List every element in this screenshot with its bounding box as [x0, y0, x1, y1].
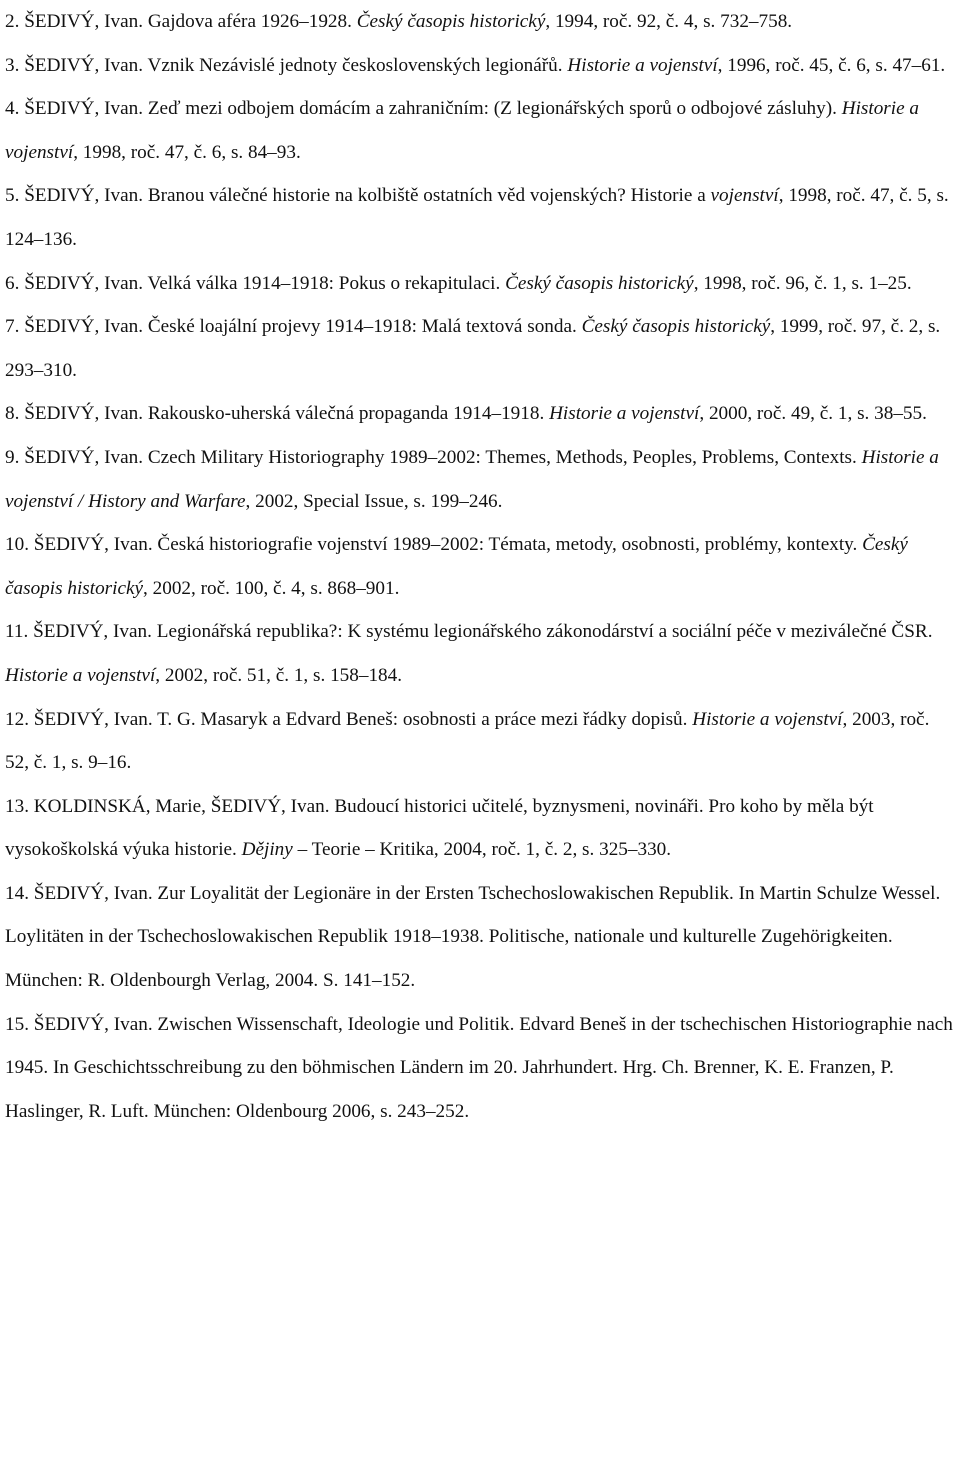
entry-source: Historie a vojenství: [549, 403, 700, 425]
entry-author: ŠEDIVÝ, Ivan.: [33, 621, 152, 643]
entry-details: , 1996, roč. 45, č. 6, s. 47–61.: [717, 54, 946, 76]
entry-source: Český časopis historický: [505, 272, 694, 294]
entry-details: , 1994, roč. 92, č. 4, s. 732–758.: [545, 11, 793, 32]
entry-author: ŠEDIVÝ, Ivan.: [24, 185, 144, 207]
entry-author: ŠEDIVÝ, Ivan.: [33, 708, 153, 730]
entry-source: Historie a vojenství: [5, 664, 156, 686]
bibliography-entry-14: [5, 872, 955, 1003]
entry-title: Branou válečné historie na kolbiště ostatních věd vojenských? Historie a: [147, 185, 706, 207]
entry-details: , 2002, Special Issue, s. 199–246.: [245, 490, 503, 512]
entry-title: Velká válka 1914–1918: Pokus o rekapitulaci.: [147, 272, 501, 294]
entry-author: ŠEDIVÝ, Ivan.: [33, 1013, 153, 1035]
entry-source: Český časopis historický: [356, 11, 546, 32]
entry-source: Dějiny: [241, 839, 293, 861]
entry-author: ŠEDIVÝ, Ivan.: [24, 54, 144, 76]
entry-source: Historie a vojenství: [5, 98, 920, 163]
entry-number: 2.: [5, 11, 20, 32]
entry-number: 10.: [5, 534, 29, 556]
entry-author: ŠEDIVÝ, Ivan.: [24, 403, 144, 425]
entry-title: České loajální projevy 1914–1918: Malá textová sonda.: [147, 316, 577, 338]
entry-details: , 2002, roč. 51, č. 1, s. 158–184.: [155, 664, 403, 686]
entry-number: 6.: [5, 272, 20, 294]
entry-source: Historie a vojenství / History and Warfare: [5, 446, 939, 512]
entry-title: Gajdova aféra 1926–1928.: [147, 11, 352, 32]
entry-details: , 2003, roč. 52, č. 1, s. 9–16.: [5, 708, 930, 774]
entry-title: Zur Loyalität der Legionäre in der Ersten Tschechoslowakischen Republik. In Martin Schulze Wessel. Loylitäten in der Tschechoslowakischen Republik 1918–1938. Politische, nationale und kulturelle Zugehörigkeiten. München: R. Oldenbourgh Verlag, 2004. S. 141–152.: [5, 882, 941, 992]
entry-number: 5.: [5, 185, 20, 207]
entry-number: 11.: [5, 621, 29, 643]
entry-author: ŠEDIVÝ, Ivan.: [33, 534, 153, 556]
entry-title: Rakousko-uherská válečná propaganda 1914–1918.: [147, 403, 545, 425]
bibliography-entry-4: [5, 87, 955, 174]
entry-number: 13.: [5, 795, 29, 817]
entry-title: Zwischen Wissenschaft, Ideologie und Politik. Edvard Beneš in der tschechischen Historiographie nach 1945. In Geschichtsschreibung zu den böhmischen Ländern im 20. Jahrhundert. Hrg. Ch. Brenner, K. E. Franzen, P. Haslinger, R. Luft. München: Oldenbourg 2006, s. 243–252.: [5, 1013, 953, 1122]
entry-details: , 1999, roč. 97, č. 2, s. 293–310.: [5, 316, 941, 381]
bibliography-entry-13: [5, 785, 955, 872]
entry-number: 7.: [5, 316, 20, 338]
bibliography-entry-9: [5, 436, 955, 523]
entry-author: ŠEDIVÝ, Ivan.: [24, 446, 144, 468]
bibliography-entry-8: [5, 392, 955, 436]
entry-title: Zeď mezi odbojem domácím a zahraničním: (Z legionářských sporů o odbojové zásluhy).: [147, 98, 837, 120]
bibliography-entry-2: [5, 0, 955, 44]
entry-source: Historie a vojenství: [692, 708, 843, 730]
entry-author: ŠEDIVÝ, Ivan.: [24, 98, 144, 120]
bibliography-entry-15: [5, 1003, 955, 1134]
entry-number: 8.: [5, 403, 20, 425]
bibliography-entry-7: [5, 305, 955, 392]
entry-title: Legionářská republika?: K systému legionářského zákonodárství a sociální péče v meziválečné ČSR.: [156, 621, 933, 643]
entry-source: Historie a vojenství: [567, 54, 718, 76]
entry-title: Budoucí historici učitelé, byznysmeni, novináři. Pro koho by měla být vysokoškolská výuka historie.: [5, 795, 874, 861]
entry-source: Český časopis historický: [581, 316, 771, 338]
entry-details: , 1998, roč. 47, č. 6, s. 84–93.: [73, 141, 301, 163]
entry-details: , 2000, roč. 49, č. 1, s. 38–55.: [699, 403, 927, 425]
entry-number: 4.: [5, 98, 20, 120]
entry-details: , 1998, roč. 96, č. 1, s. 1–25.: [693, 272, 912, 294]
entry-title: Česká historiografie vojenství 1989–2002: Témata, metody, osobnosti, problémy, kontexty.: [157, 534, 858, 556]
entry-title: T. G. Masaryk a Edvard Beneš: osobnosti a práce mezi řádky dopisů.: [157, 708, 688, 730]
entry-source: Český časopis historický: [5, 534, 908, 599]
bibliography-entry-10: [5, 523, 955, 610]
entry-number: 12.: [5, 708, 29, 730]
bibliography-entry-6: [5, 262, 955, 306]
entry-number: 15.: [5, 1013, 29, 1035]
bibliography-entry-5: [5, 174, 955, 261]
entry-title: Vznik Nezávislé jednoty československých legionářů.: [147, 54, 563, 76]
entry-author: ŠEDIVÝ, Ivan.: [24, 11, 144, 32]
bibliography-entry-3: [5, 44, 955, 88]
entry-author: KOLDINSKÁ, Marie, ŠEDIVÝ, Ivan.: [33, 795, 330, 817]
entry-details: – Teorie – Kritika, 2004, roč. 1, č. 2, s. 325–330.: [292, 839, 672, 861]
entry-title: Czech Military Historiography 1989–2002: Themes, Methods, Peoples, Problems, Contexts.: [147, 446, 857, 468]
entry-details: , 2002, roč. 100, č. 4, s. 868–901.: [143, 577, 400, 599]
entry-number: 14.: [5, 882, 29, 904]
bibliography-list: [5, 0, 955, 1133]
entry-number: 3.: [5, 54, 20, 76]
entry-number: 9.: [5, 446, 20, 468]
entry-details: , 1998, roč. 47, č. 5, s. 124–136.: [5, 185, 949, 250]
entry-author: ŠEDIVÝ, Ivan.: [33, 882, 153, 904]
entry-source: vojenství: [710, 185, 779, 207]
bibliography-entry-12: [5, 698, 955, 785]
entry-author: ŠEDIVÝ, Ivan.: [24, 272, 144, 294]
bibliography-entry-11: [5, 610, 955, 697]
entry-author: ŠEDIVÝ, Ivan.: [24, 316, 144, 338]
